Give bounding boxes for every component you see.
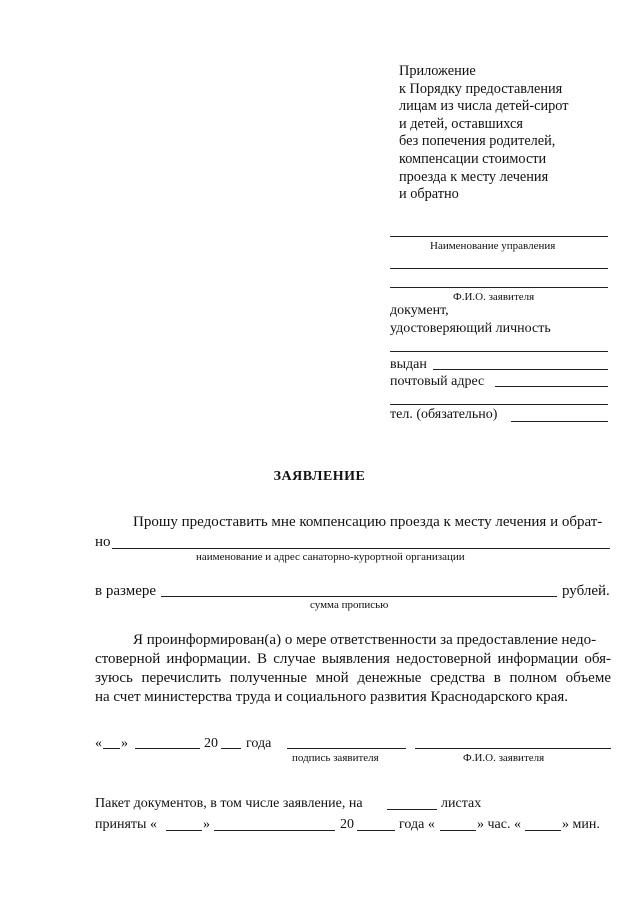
amount-label: в размере — [95, 583, 157, 599]
document-title: ЗАЯВЛЕНИЕ — [273, 469, 366, 484]
request-text-prefix: но — [95, 534, 111, 550]
date-open-quote: « — [95, 736, 102, 751]
postal-address-label: почтовый адрес — [390, 374, 485, 389]
year-line[interactable] — [221, 748, 241, 749]
phone-label: тел. (обязательно) — [390, 407, 498, 422]
applicant-name-line-2[interactable] — [390, 287, 608, 288]
accepted-year-label: года « — [399, 817, 435, 832]
appendix-line: без попечения родителей, — [399, 133, 556, 150]
signature-line[interactable] — [287, 748, 406, 749]
appendix-line: проезда к месту лечения — [399, 168, 549, 185]
department-line[interactable] — [390, 236, 608, 237]
accepted-year-prefix: 20 — [340, 817, 354, 832]
notice-line-3: зуюсь перечислить полученные мной денежные средства в полном объеме — [95, 670, 611, 686]
sheets-count-line[interactable] — [387, 809, 437, 810]
appendix-line: лицам из числа детей-сирот — [399, 98, 569, 115]
accepted-day-line[interactable] — [166, 830, 202, 831]
id-document-label-2: удостоверяющий личность — [390, 321, 551, 336]
date-close-quote: » — [121, 736, 128, 751]
accepted-label: приняты « — [95, 817, 157, 832]
department-caption: Наименование управления — [430, 240, 556, 252]
appendix-line: и обратно — [399, 186, 459, 203]
amount-caption: сумма прописью — [310, 599, 389, 611]
postal-address-line-2[interactable] — [390, 404, 608, 405]
id-document-line[interactable] — [390, 351, 608, 352]
applicant-fio-line[interactable] — [415, 748, 611, 749]
issued-label: выдан — [390, 357, 427, 372]
request-text-line-1: Прошу предоставить мне компенсацию проезда к месту лечения и обрат- — [133, 514, 603, 530]
appendix-line: компенсации стоимости — [399, 150, 547, 167]
appendix-line: к Порядку предоставления — [399, 80, 563, 97]
month-line[interactable] — [135, 748, 200, 749]
amount-suffix: рублей. — [562, 583, 610, 599]
applicant-fio-caption: Ф.И.О. заявителя — [463, 752, 545, 764]
appendix-line: Приложение — [399, 63, 476, 79]
appendix-block — [399, 63, 569, 204]
postal-address-line[interactable] — [495, 386, 608, 387]
hour-line[interactable] — [440, 830, 476, 831]
amount-line[interactable] — [161, 596, 557, 597]
appendix-line: и детей, оставшихся — [399, 115, 523, 132]
organization-caption: наименование и адрес санаторно-курортной организации — [196, 551, 465, 563]
accepted-month-line[interactable] — [214, 830, 335, 831]
accepted-close-quote: » — [203, 817, 210, 832]
sheets-label: листах — [441, 796, 482, 811]
signature-caption: подпись заявителя — [292, 752, 379, 764]
receipt-text: Пакет документов, в том числе заявление, на — [95, 796, 363, 811]
organization-line[interactable] — [112, 548, 610, 549]
hour-label: » час. « — [477, 817, 521, 832]
applicant-name-line-1[interactable] — [390, 268, 608, 269]
notice-line-4: на счет министерства труда и социального развития Краснодарского края. — [95, 689, 568, 705]
year-suffix: года — [246, 736, 272, 751]
notice-line-2: стоверной информации. В случае выявления недостоверной информации обя- — [95, 651, 611, 667]
id-document-label: документ, — [390, 303, 449, 318]
day-line[interactable] — [103, 748, 120, 749]
applicant-name-caption: Ф.И.О. заявителя — [453, 291, 535, 303]
notice-line-1: Я проинформирован(а) о мере ответственности за предоставление недо- — [133, 632, 597, 648]
minute-label: » мин. — [562, 817, 600, 832]
accepted-year-line[interactable] — [357, 830, 395, 831]
issued-line[interactable] — [433, 369, 608, 370]
year-prefix: 20 — [204, 736, 218, 751]
notice-paragraph — [95, 650, 611, 707]
phone-line[interactable] — [511, 421, 608, 422]
minute-line[interactable] — [525, 830, 561, 831]
